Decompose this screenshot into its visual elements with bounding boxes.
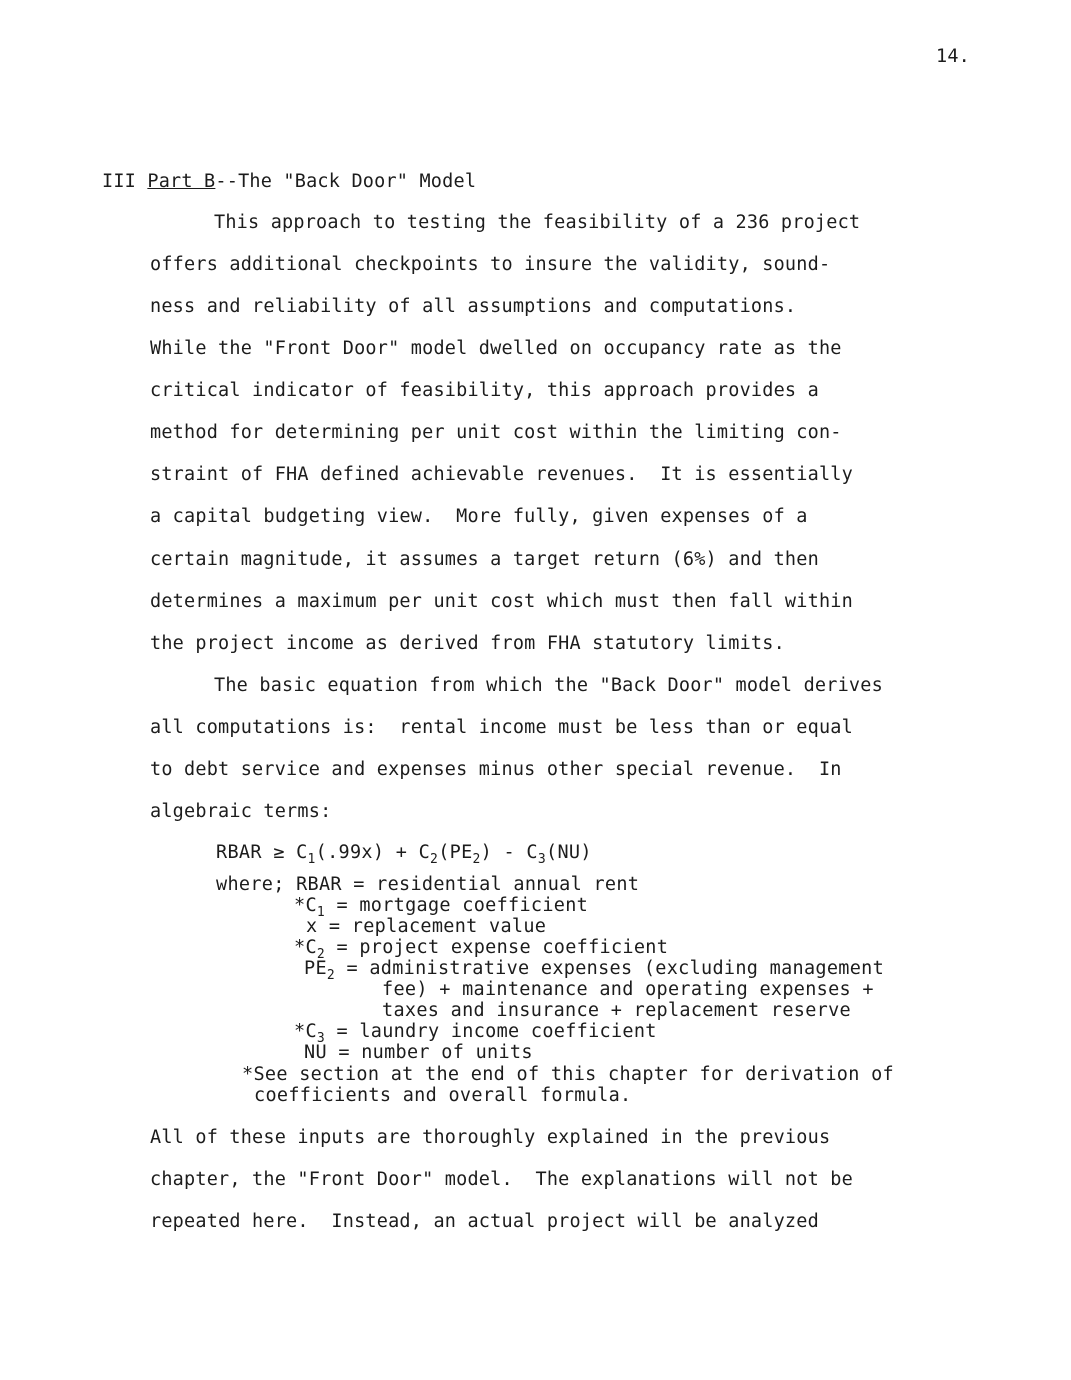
definition-c2: $*C_2$ = project expense coefficient [294,937,669,962]
text-line: This approach to testing the feasibility of a 236 project [214,212,861,233]
section-number: III [102,171,137,192]
footnote-cont: coefficients and overall formula. [254,1085,632,1106]
part-label: Part B [147,171,216,192]
text-line: straint of FHA defined achievable revenues. It is essentially [150,464,853,485]
heading-title: --The "Back Door" Model [215,171,477,192]
text-line: ness and reliability of all assumptions and computations. [150,296,797,317]
text-line: method for determining per unit cost within the limiting con- [150,422,842,443]
text-line: determines a maximum per unit cost which must then fall within [150,591,853,612]
text-line: chapter, the "Front Door" model. The explanations will not be [150,1169,853,1190]
text-line: certain magnitude, it assumes a target return (6%) and then [150,549,819,570]
text-line: the project income as derived from FHA statutory limits. [150,633,785,654]
text-line: all computations is: rental income must be less than or equal [150,717,853,738]
text-line: to debt service and expenses minus other special revenue. In [150,759,842,780]
text-line: a capital budgeting view. More fully, given expenses of a [150,506,808,527]
text-line: repeated here. Instead, an actual project will be analyzed [150,1211,819,1232]
definition-where: where; RBAR = residential annual rent [216,874,640,895]
text-line: While the "Front Door" model dwelled on occupancy rate as the [150,338,842,359]
definition-pe2-cont: fee) + maintenance and operating expenses + [382,979,874,1000]
page-number: 14. [936,46,971,67]
definition-nu: NU = number of units [304,1042,533,1063]
definition-pe2-cont: taxes and insurance + replacement reserve [382,1000,851,1021]
section-heading [102,171,476,193]
text-line: The basic equation from which the "Back Door" model derives [214,675,883,696]
equation: RBAR ≥ $C_1(.99x) + C_2(PE_2) - C_3(NU)$ [216,842,592,867]
text-line: offers additional checkpoints to insure the validity, sound- [150,254,831,275]
definition-x: x = replacement value [306,916,547,937]
text-line: All of these inputs are thoroughly explained in the previous [150,1127,831,1148]
definition-c1: $*C_1$ = mortgage coefficient [294,895,589,920]
footnote: *See section at the end of this chapter for derivation of [242,1064,894,1085]
text-line: algebraic terms: [150,801,332,822]
definition-pe2: $PE_2$ = administrative expenses (excluding management [304,958,885,983]
text-line: critical indicator of feasibility, this approach provides a [150,380,819,401]
definition-c3: $*C_3$ = laundry income coefficient [294,1021,657,1046]
